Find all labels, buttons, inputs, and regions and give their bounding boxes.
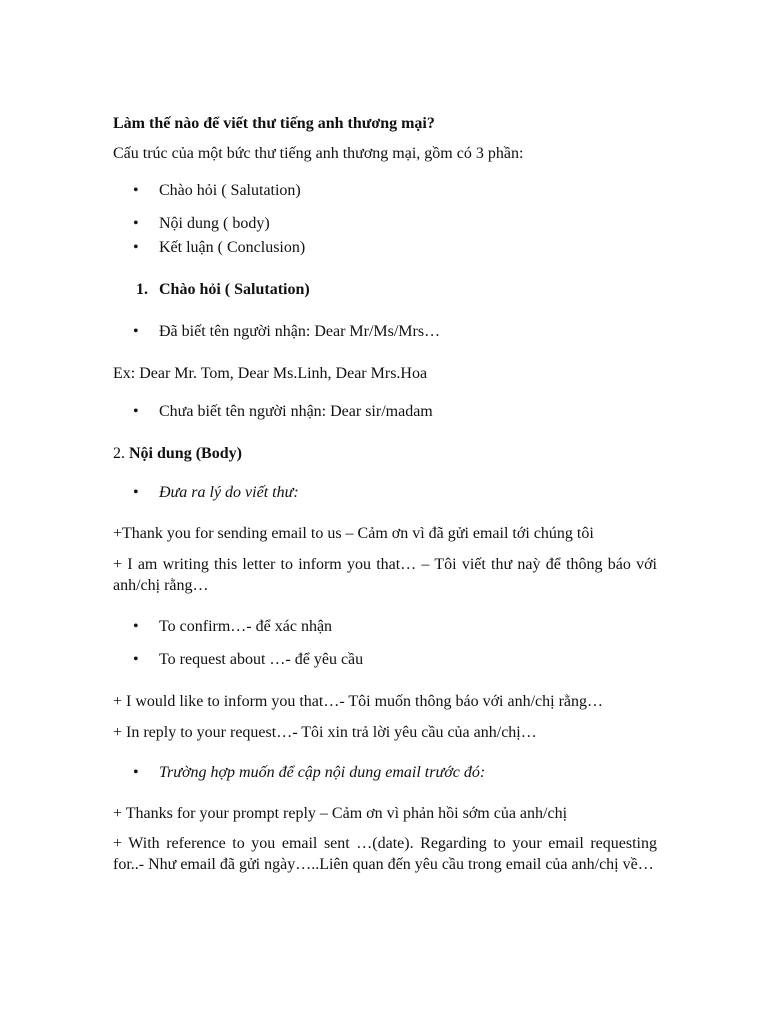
list-item — [113, 237, 657, 258]
document-body — [113, 113, 657, 875]
list-item — [113, 401, 657, 422]
list-item — [113, 616, 657, 637]
list-item — [113, 649, 657, 670]
bullet: • — [133, 239, 139, 256]
list-item — [113, 321, 657, 342]
intro-paragraph: Cấu trúc của một bức thư tiếng anh thương mại, gồm có 3 phần: — [113, 145, 524, 162]
bullet: • — [133, 182, 139, 199]
bullet: • — [133, 618, 139, 635]
list-item-text: To confirm…- để xác nhận — [159, 618, 333, 635]
body-paragraph: + I would like to inform you that…- Tôi muốn thông báo với anh/chị rằng… — [113, 693, 604, 710]
bullet: • — [133, 484, 139, 501]
bullet: • — [133, 651, 139, 668]
bullet: • — [133, 764, 139, 781]
list-item — [113, 180, 657, 201]
section-number: 2. — [113, 445, 125, 462]
list-item-text: Chào hỏi ( Salutation) — [159, 182, 301, 199]
document-title: Làm thế nào để viết thư tiếng anh thương mại? — [113, 115, 435, 132]
list-item — [113, 482, 657, 503]
list-item-text: To request about …- để yêu cầu — [159, 651, 364, 668]
body-paragraph: + I am writing this letter to inform you that… – Tôi viết thư naỳ để thông báo với anh/chị rằng… — [113, 556, 657, 594]
section-number: 1. — [136, 281, 148, 298]
list-item-text: Chưa biết tên người nhận: Dear sir/madam — [159, 403, 433, 420]
section-heading — [113, 443, 657, 464]
section-heading — [113, 279, 657, 300]
body-paragraph: +Thank you for sending email to us – Cảm ơn vì đã gửi email tới chúng tôi — [113, 525, 594, 542]
body-paragraph: + In reply to your request…- Tôi xin trả lời yêu cầu của anh/chị… — [113, 724, 537, 741]
list-item-text: Nội dung ( body) — [159, 215, 270, 232]
list-item-text: Trường hợp muốn để cập nội dung email trước đó: — [159, 764, 486, 781]
body-paragraph: + Thanks for your prompt reply – Cảm ơn vì phản hồi sớm của anh/chị — [113, 805, 568, 822]
example-line: Ex: Dear Mr. Tom, Dear Ms.Linh, Dear Mrs.Hoa — [113, 365, 428, 382]
list-item-text: Đưa ra lý do viết thư: — [159, 484, 299, 501]
list-item-text: Kết luận ( Conclusion) — [159, 239, 306, 256]
list-item — [113, 762, 657, 783]
bullet: • — [133, 323, 139, 340]
body-paragraph: + With reference to you email sent …(date). Regarding to your email requesting for..- Như email đã gửi ngày…..Liên quan đến yêu cầu trong email của anh/chị về… — [113, 835, 657, 873]
section-title: Nội dung (Body) — [129, 445, 242, 462]
bullet: • — [133, 215, 139, 232]
bullet: • — [133, 403, 139, 420]
section-title: Chào hỏi ( Salutation) — [159, 281, 310, 298]
list-item-text: Đã biết tên người nhận: Dear Mr/Ms/Mrs… — [159, 323, 441, 340]
list-item — [113, 213, 657, 234]
